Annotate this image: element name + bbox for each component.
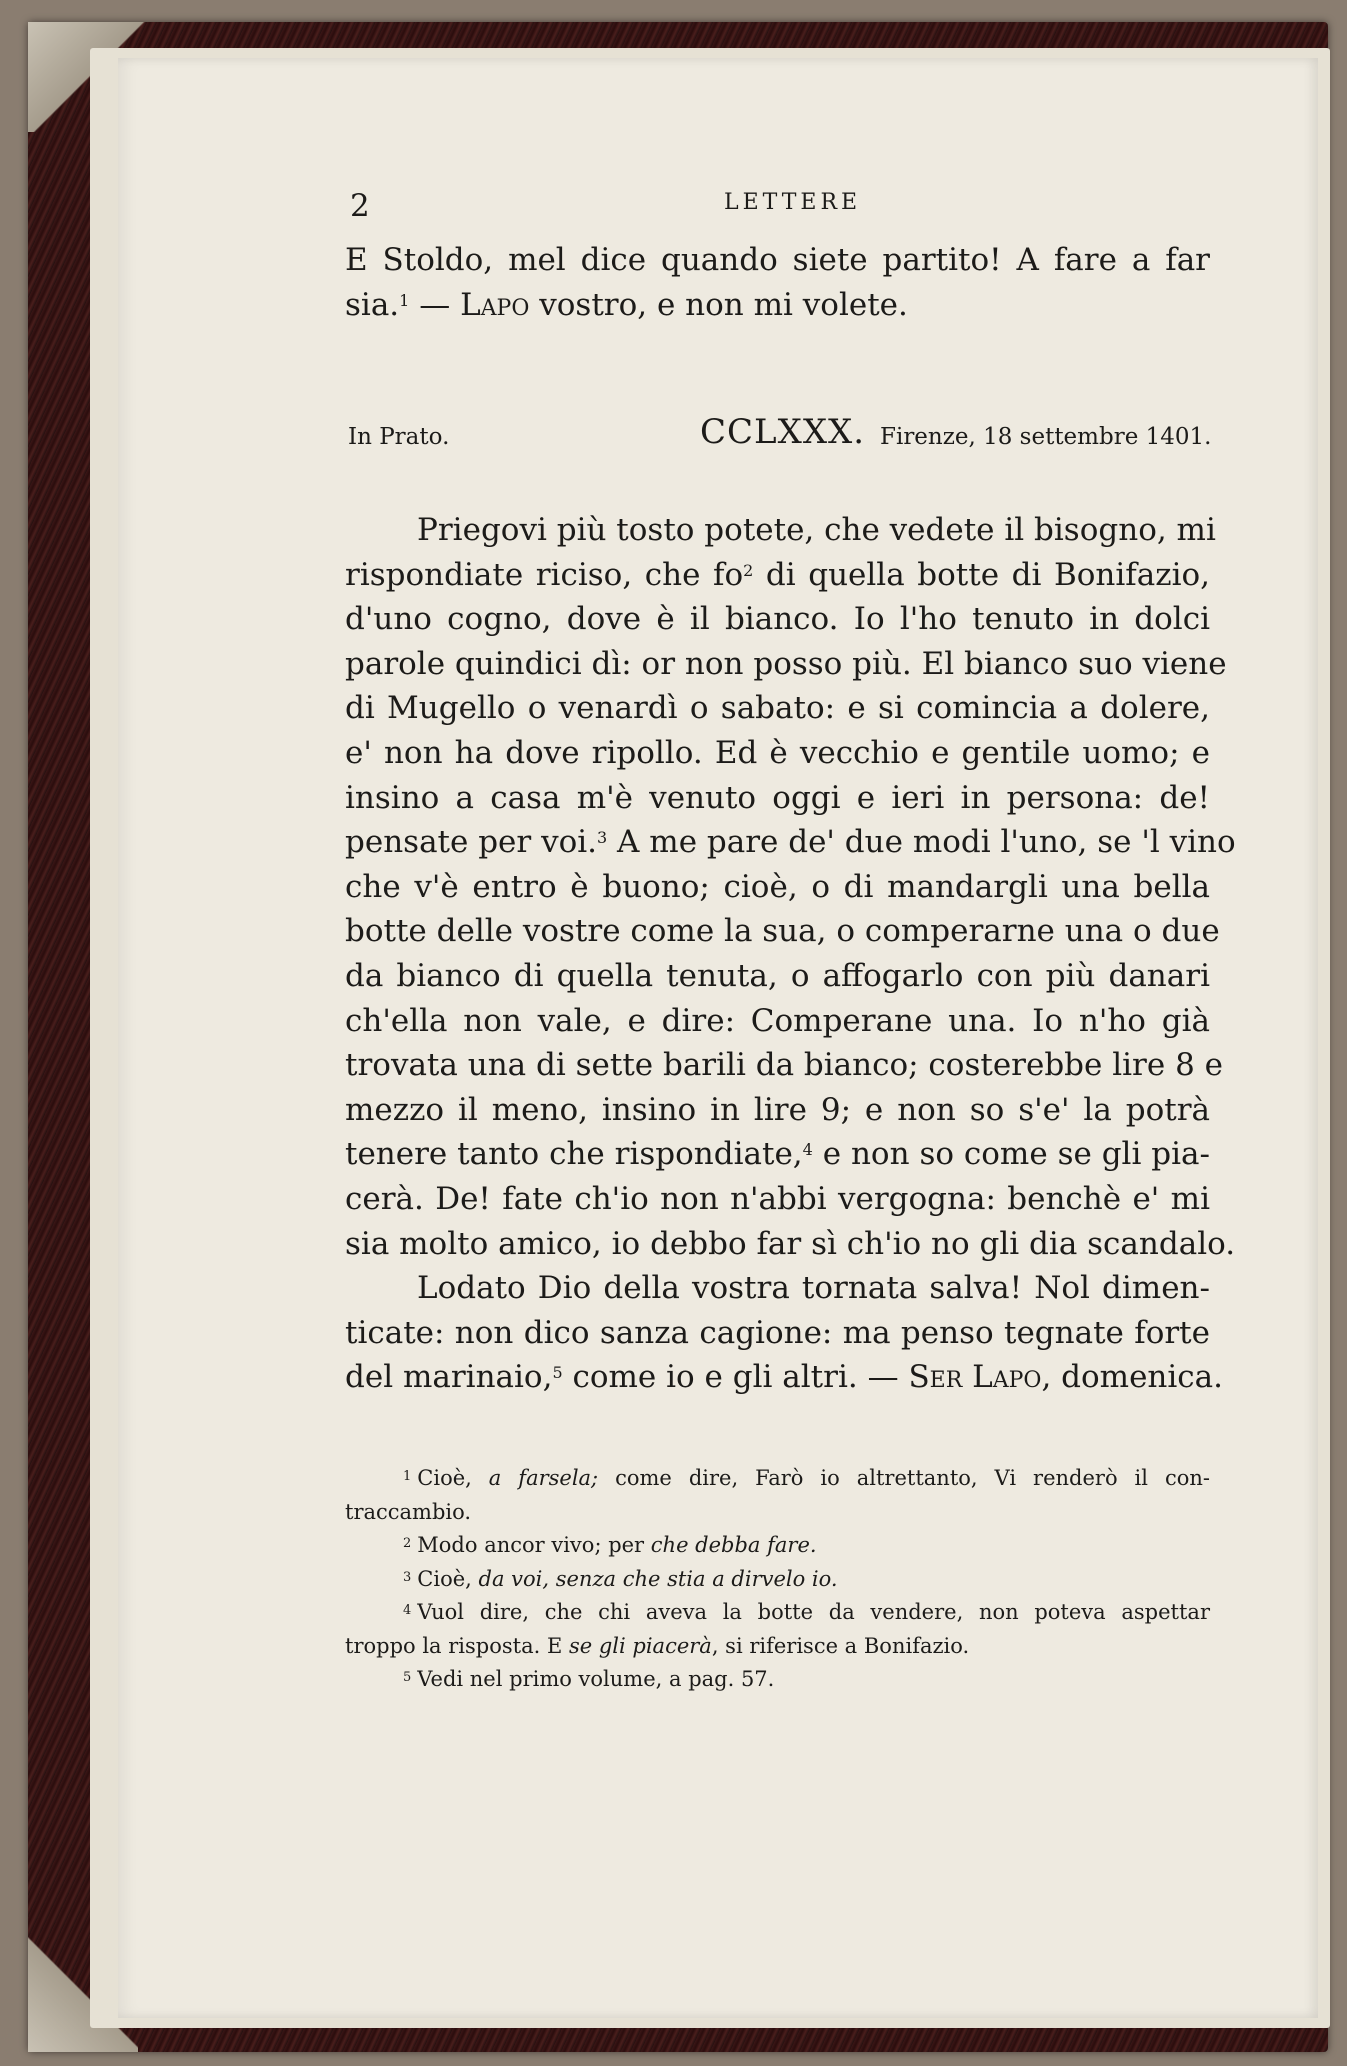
body-fragment: del marinaio, — [345, 1359, 553, 1396]
footnote-italic: che debba fare. — [650, 1533, 817, 1557]
footnote-ref-3: 3 — [597, 828, 608, 848]
footnote-ref-5: 5 — [552, 1363, 563, 1383]
footnote-italic: a farsela; — [488, 1466, 599, 1490]
opening-text-fragment: sia. — [345, 286, 400, 323]
body-line — [345, 1132, 1210, 1177]
body-fragment: A me pare de' due modi l'uno, se 'l vino — [607, 824, 1236, 861]
body-line: da bianco di quella tenuta, o affogarlo con più danari — [345, 957, 1210, 994]
footnote-text: Cioè, — [417, 1466, 489, 1490]
body-line: cerà. De! fate ch'io non n'abbi vergogna: benchè e' mi — [345, 1180, 1210, 1217]
footnote-number: 5 — [403, 1670, 412, 1685]
body-line: mezzo il meno, insino in lire 9; e non so s'e' la potrà — [345, 1091, 1210, 1128]
footnote-ref-2: 2 — [743, 560, 754, 580]
footnote-text: Modo ancor vivo; per — [417, 1533, 651, 1557]
footnote-text: troppo la risposta. E — [345, 1633, 569, 1658]
footnote-text: Vedi nel primo volume, a pag. 57. — [417, 1667, 775, 1691]
opening-text — [345, 238, 1210, 327]
letter-body — [345, 508, 1236, 1400]
footnote-number: 2 — [403, 1536, 412, 1551]
footnote-number: 4 — [403, 1603, 412, 1618]
signature-lapo: Lapo — [460, 286, 530, 323]
footnotes — [345, 1462, 1210, 1697]
body-line: ch'ella non vale, e dire: Comperane una. Io n'ho già — [345, 1002, 1210, 1039]
footnote-3 — [345, 1563, 1210, 1597]
opening-dash: — — [409, 286, 461, 323]
footnote-ref-4: 4 — [802, 1140, 813, 1160]
body-line — [345, 1355, 1224, 1400]
footnote-text: Vuol dire, che chi aveva la botte da vendere, non poteva aspettar — [417, 1600, 1210, 1624]
body-line: di Mugello o venardì o sabato: e si comincia a dolere, — [345, 690, 1210, 727]
body-line: botte delle vostre come la sua, o comperarne una o due — [345, 913, 1220, 950]
body-line: parole quindici dì: or non posso più. El bianco suo viene — [345, 645, 1227, 682]
footnote-1-cont: traccambio. — [345, 1499, 472, 1524]
body-line: che v'è entro è buono; cioè, o di mandargli una bella — [345, 868, 1210, 905]
body-line — [345, 553, 1210, 598]
footnote-number: 3 — [403, 1569, 412, 1585]
footnote-4-cont — [345, 1630, 1210, 1664]
signature-ser-lapo: Ser Lapo — [908, 1359, 1042, 1396]
footnote-ref-1: 1 — [399, 290, 410, 310]
footnote-italic: da voi, senza che stia a dirvelo io. — [478, 1566, 838, 1591]
body-line: ticate: non dico sanza cagione: ma penso tegnate forte — [345, 1314, 1210, 1351]
body-line: d'uno cogno, dove è il bianco. Io l'ho tenuto in dolci — [345, 601, 1210, 638]
footnote-5 — [345, 1663, 1210, 1697]
footnote-2 — [345, 1529, 1210, 1563]
body-fragment: tenere tanto che rispondiate, — [345, 1136, 803, 1173]
page-number: 2 — [350, 188, 370, 224]
opening-text-fragment: vostro, e non mi volete. — [529, 286, 908, 323]
footnote-text: Cioè, — [417, 1566, 479, 1591]
body-fragment: , domenica. — [1041, 1359, 1224, 1396]
footnote-number: 1 — [403, 1469, 412, 1484]
body-fragment: di quella botte di Bonifazio, — [753, 556, 1210, 593]
footnote-text: , si riferisce a Bonifazio. — [711, 1633, 970, 1658]
body-line: sia molto amico, io debbo far sì ch'io no gli dia scandalo. — [345, 1225, 1236, 1262]
body-line: e' non ha dove ripollo. Ed è vecchio e gentile uomo; e — [345, 734, 1210, 771]
letter-destination: In Prato. — [348, 424, 450, 450]
letter-place-date: Firenze, 18 settembre 1401. — [880, 424, 1212, 450]
body-fragment: e non so come se gli pia- — [812, 1136, 1210, 1173]
running-title: LETTERE — [724, 190, 862, 215]
footnote-1 — [345, 1462, 1210, 1496]
footnote-italic: se gli piacerà — [568, 1633, 712, 1658]
body-fragment: rispondiate riciso, che fo — [345, 556, 744, 593]
body-line — [345, 820, 1236, 865]
body-line: insino a casa m'è venuto oggi e ieri in persona: de! — [345, 779, 1210, 816]
footnote-4 — [345, 1596, 1210, 1630]
letter-number: CCLXXX. — [700, 412, 866, 452]
body-line: Lodato Dio della vostra tornata salva! Nol dimen- — [417, 1270, 1210, 1307]
body-fragment: pensate per voi. — [345, 824, 598, 861]
opening-line-1: E Stoldo, mel dice quando siete partito! A fare a far — [345, 242, 1210, 278]
footnote-text: come dire, Farò io altrettanto, Vi renderò il con- — [598, 1466, 1210, 1490]
body-fragment: come io e gli altri. — — [562, 1359, 909, 1396]
body-line: trovata una di sette barili da bianco; costerebbe lire 8 e — [345, 1047, 1223, 1084]
body-line: Priegovi più tosto potete, che vedete il bisogno, mi — [417, 512, 1216, 548]
opening-line-2 — [345, 283, 1210, 328]
